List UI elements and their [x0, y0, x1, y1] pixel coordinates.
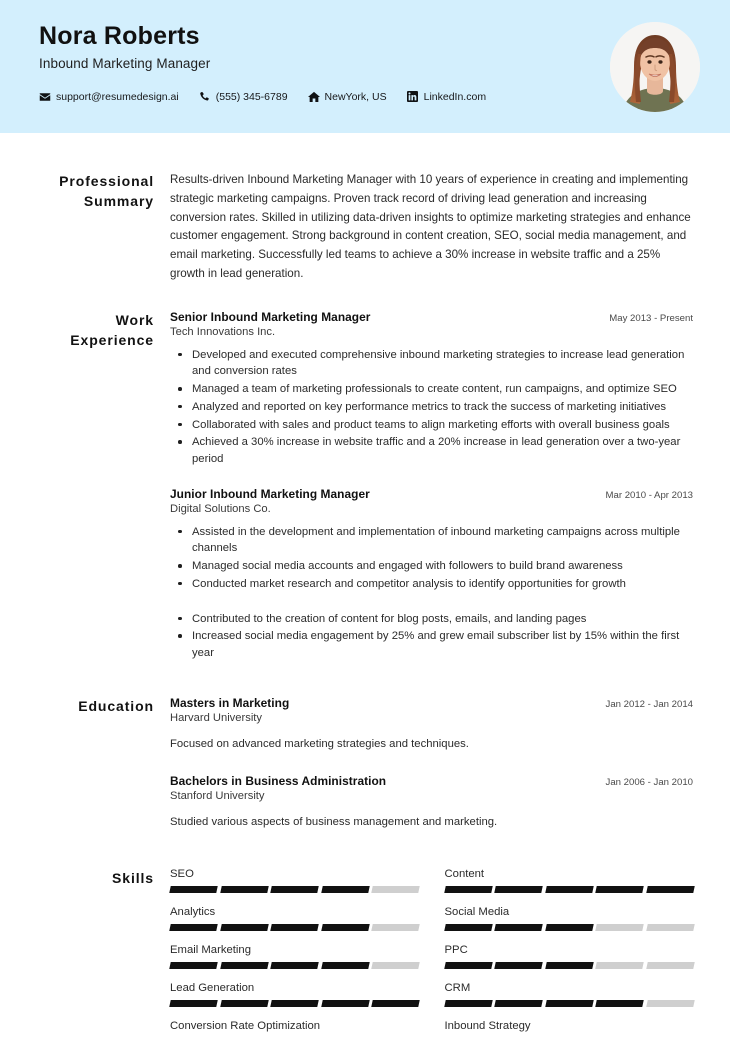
- skill-name: Social Media: [444, 905, 510, 918]
- work-entry: [170, 487, 693, 662]
- skill-level-segment: [169, 1000, 217, 1007]
- skill-name: Inbound Strategy: [444, 1019, 531, 1032]
- bullet-item: Managed social media accounts and engaged with followers to build brand awareness: [170, 558, 693, 575]
- skill-name: CRM: [444, 981, 471, 994]
- skill-level-segment: [371, 1000, 419, 1007]
- skill-level-segment: [545, 962, 593, 969]
- skill-level-bar: [170, 924, 419, 931]
- work-entry-title: Junior Inbound Marketing Manager: [170, 486, 370, 501]
- skill-item: [170, 982, 419, 1007]
- education-entry: [170, 696, 693, 752]
- skill-item: [170, 906, 419, 931]
- skill-level-segment: [220, 886, 268, 893]
- education-entry-institution: Stanford University: [170, 790, 265, 803]
- skill-name: Analytics: [170, 905, 216, 918]
- resume-header: [0, 0, 730, 133]
- section-skills: [39, 868, 693, 1058]
- skill-level-segment: [494, 1000, 542, 1007]
- contact-item-home[interactable]: [308, 91, 387, 103]
- section-label-education: Education: [78, 697, 154, 714]
- skill-level-segment: [494, 962, 542, 969]
- skill-level-segment: [595, 1000, 643, 1007]
- bullet-item: Contributed to the creation of content for blog posts, emails, and landing pages: [170, 611, 693, 628]
- education-entry-title: Bachelors in Business Administration: [170, 774, 387, 789]
- section-label-summary: Professional Summary: [59, 173, 154, 210]
- envelope-icon: [39, 91, 51, 103]
- skill-level-segment: [371, 886, 419, 893]
- section-label-work: Work Experience: [70, 311, 154, 348]
- avatar: [610, 22, 700, 112]
- skill-level-segment: [270, 924, 318, 931]
- bullet-item: Managed a team of marketing professionals to create content, run campaigns, and optimize SEO: [170, 381, 693, 398]
- skill-level-segment: [444, 886, 492, 893]
- skill-level-bar: [170, 962, 419, 969]
- candidate-job-title: Inbound Marketing Manager: [39, 55, 211, 71]
- education-entry-header: [170, 774, 693, 788]
- contact-item-envelope[interactable]: [39, 91, 179, 103]
- skill-level-segment: [371, 924, 419, 931]
- skill-level-bar: [445, 886, 694, 893]
- skill-name: Email Marketing: [170, 943, 251, 956]
- bullet-item: Developed and executed comprehensive inbound marketing strategies to increase lead generation and conversion rates: [170, 347, 693, 380]
- contact-text: LinkedIn.com: [423, 90, 487, 103]
- skill-level-segment: [545, 886, 593, 893]
- skill-name: Content: [444, 867, 485, 880]
- section-professional-summary: [39, 171, 693, 284]
- contact-item-linkedin[interactable]: [407, 91, 486, 103]
- education-entry-description: Focused on advanced marketing strategies and techniques.: [170, 737, 469, 750]
- skill-name: SEO: [170, 867, 194, 880]
- skill-level-bar: [170, 1000, 419, 1007]
- skill-item: [445, 982, 694, 1007]
- skill-level-segment: [444, 924, 492, 931]
- skill-item: [445, 906, 694, 931]
- bullet-item: Conducted market research and competitor analysis to identify opportunities for growth: [170, 576, 693, 593]
- education-entry-date: Jan 2012 - Jan 2014: [605, 698, 693, 710]
- section-education: [39, 696, 693, 831]
- skills-grid: [170, 868, 693, 1058]
- contact-row: [39, 91, 700, 103]
- work-entry-header: [170, 310, 693, 324]
- skill-level-segment: [646, 886, 694, 893]
- skill-level-segment: [444, 962, 492, 969]
- resume-body: [0, 171, 730, 1058]
- skill-name: PPC: [444, 943, 468, 956]
- skill-level-segment: [220, 924, 268, 931]
- skill-level-segment: [444, 1000, 492, 1007]
- skill-level-segment: [169, 962, 217, 969]
- skill-level-segment: [371, 962, 419, 969]
- skill-level-segment: [494, 924, 542, 931]
- skill-level-segment: [646, 962, 694, 969]
- skill-level-segment: [169, 924, 217, 931]
- skill-level-segment: [545, 924, 593, 931]
- education-entry-header: [170, 696, 693, 710]
- contact-item-phone[interactable]: [199, 91, 288, 103]
- work-entry-date: May 2013 - Present: [609, 312, 693, 324]
- skill-level-segment: [321, 924, 369, 931]
- skill-level-bar: [170, 886, 419, 893]
- skill-item: [445, 868, 694, 893]
- bullet-item: Analyzed and reported on key performance metrics to track the success of marketing initiatives: [170, 399, 693, 416]
- skill-level-bar: [445, 962, 694, 969]
- skill-level-segment: [270, 886, 318, 893]
- bullet-item: Collaborated with sales and product teams to align marketing efforts with overall business goals: [170, 417, 693, 434]
- work-entry-date: Mar 2010 - Apr 2013: [605, 489, 693, 501]
- skill-level-segment: [595, 886, 643, 893]
- skill-level-segment: [595, 924, 643, 931]
- bullet-item: Achieved a 30% increase in website traffic and a 20% increase in lead generation over a two-year period: [170, 434, 693, 467]
- work-entry-bullets: [170, 347, 693, 468]
- skill-level-segment: [646, 1000, 694, 1007]
- skill-level-segment: [220, 1000, 268, 1007]
- skill-level-segment: [321, 1000, 369, 1007]
- skill-item: [170, 944, 419, 969]
- skill-name: Lead Generation: [170, 981, 255, 994]
- candidate-name: Nora Roberts: [39, 22, 200, 50]
- education-entry: [170, 774, 693, 830]
- contact-text: support@resumedesign.ai: [56, 90, 179, 103]
- skill-level-segment: [270, 962, 318, 969]
- contact-text: NewYork, US: [324, 90, 387, 103]
- linkedin-icon: [407, 91, 419, 103]
- bullet-item: Increased social media engagement by 25% and grew email subscriber list by 15% within the first year: [170, 628, 693, 661]
- skill-name: Conversion Rate Optimization: [170, 1019, 321, 1032]
- education-entry-date: Jan 2006 - Jan 2010: [605, 777, 693, 789]
- skill-level-segment: [220, 962, 268, 969]
- skill-level-segment: [494, 886, 542, 893]
- skill-item: [445, 1020, 694, 1045]
- phone-icon: [199, 91, 211, 103]
- work-entry-header: [170, 487, 693, 501]
- skill-level-segment: [545, 1000, 593, 1007]
- summary-text: Results-driven Inbound Marketing Manager with 10 years of experience in creating and implementing strategic marketing campaigns. Proven track record of driving lead generation and increasing conversion rates. Skilled in utilizing data-driven insights to optimize marketing strategies and enhance customer engagement. Strong background in content creation, SEO, social media management, and email marketing. Successfully led teams to achieve a 30% increase in website traffic and a 25% growth in lead generation.: [170, 173, 691, 280]
- home-icon: [308, 91, 320, 103]
- work-entry-organization: Tech Innovations Inc.: [170, 325, 276, 338]
- work-entry: [170, 310, 693, 468]
- skill-item: [170, 1020, 419, 1045]
- contact-text: (555) 345-6789: [215, 90, 288, 103]
- skill-level-bar: [445, 1000, 694, 1007]
- work-entry-organization: Digital Solutions Co.: [170, 502, 271, 515]
- skill-level-segment: [321, 886, 369, 893]
- skill-level-segment: [270, 1000, 318, 1007]
- skill-level-segment: [169, 886, 217, 893]
- skill-level-segment: [646, 924, 694, 931]
- work-entry-title: Senior Inbound Marketing Manager: [170, 309, 371, 324]
- education-entry-title: Masters in Marketing: [170, 695, 290, 710]
- skill-level-segment: [595, 962, 643, 969]
- skill-level-bar: [445, 924, 694, 931]
- skill-item: [445, 944, 694, 969]
- section-label-skills: Skills: [112, 869, 154, 886]
- section-work-experience: [39, 310, 693, 663]
- skill-item: [170, 868, 419, 893]
- bullet-item: Assisted in the development and implementation of inbound marketing campaigns across multiple channels: [170, 524, 693, 557]
- skill-level-segment: [321, 962, 369, 969]
- work-entry-bullets: [170, 524, 693, 662]
- education-entry-institution: Harvard University: [170, 711, 263, 724]
- education-entry-description: Studied various aspects of business management and marketing.: [170, 816, 498, 829]
